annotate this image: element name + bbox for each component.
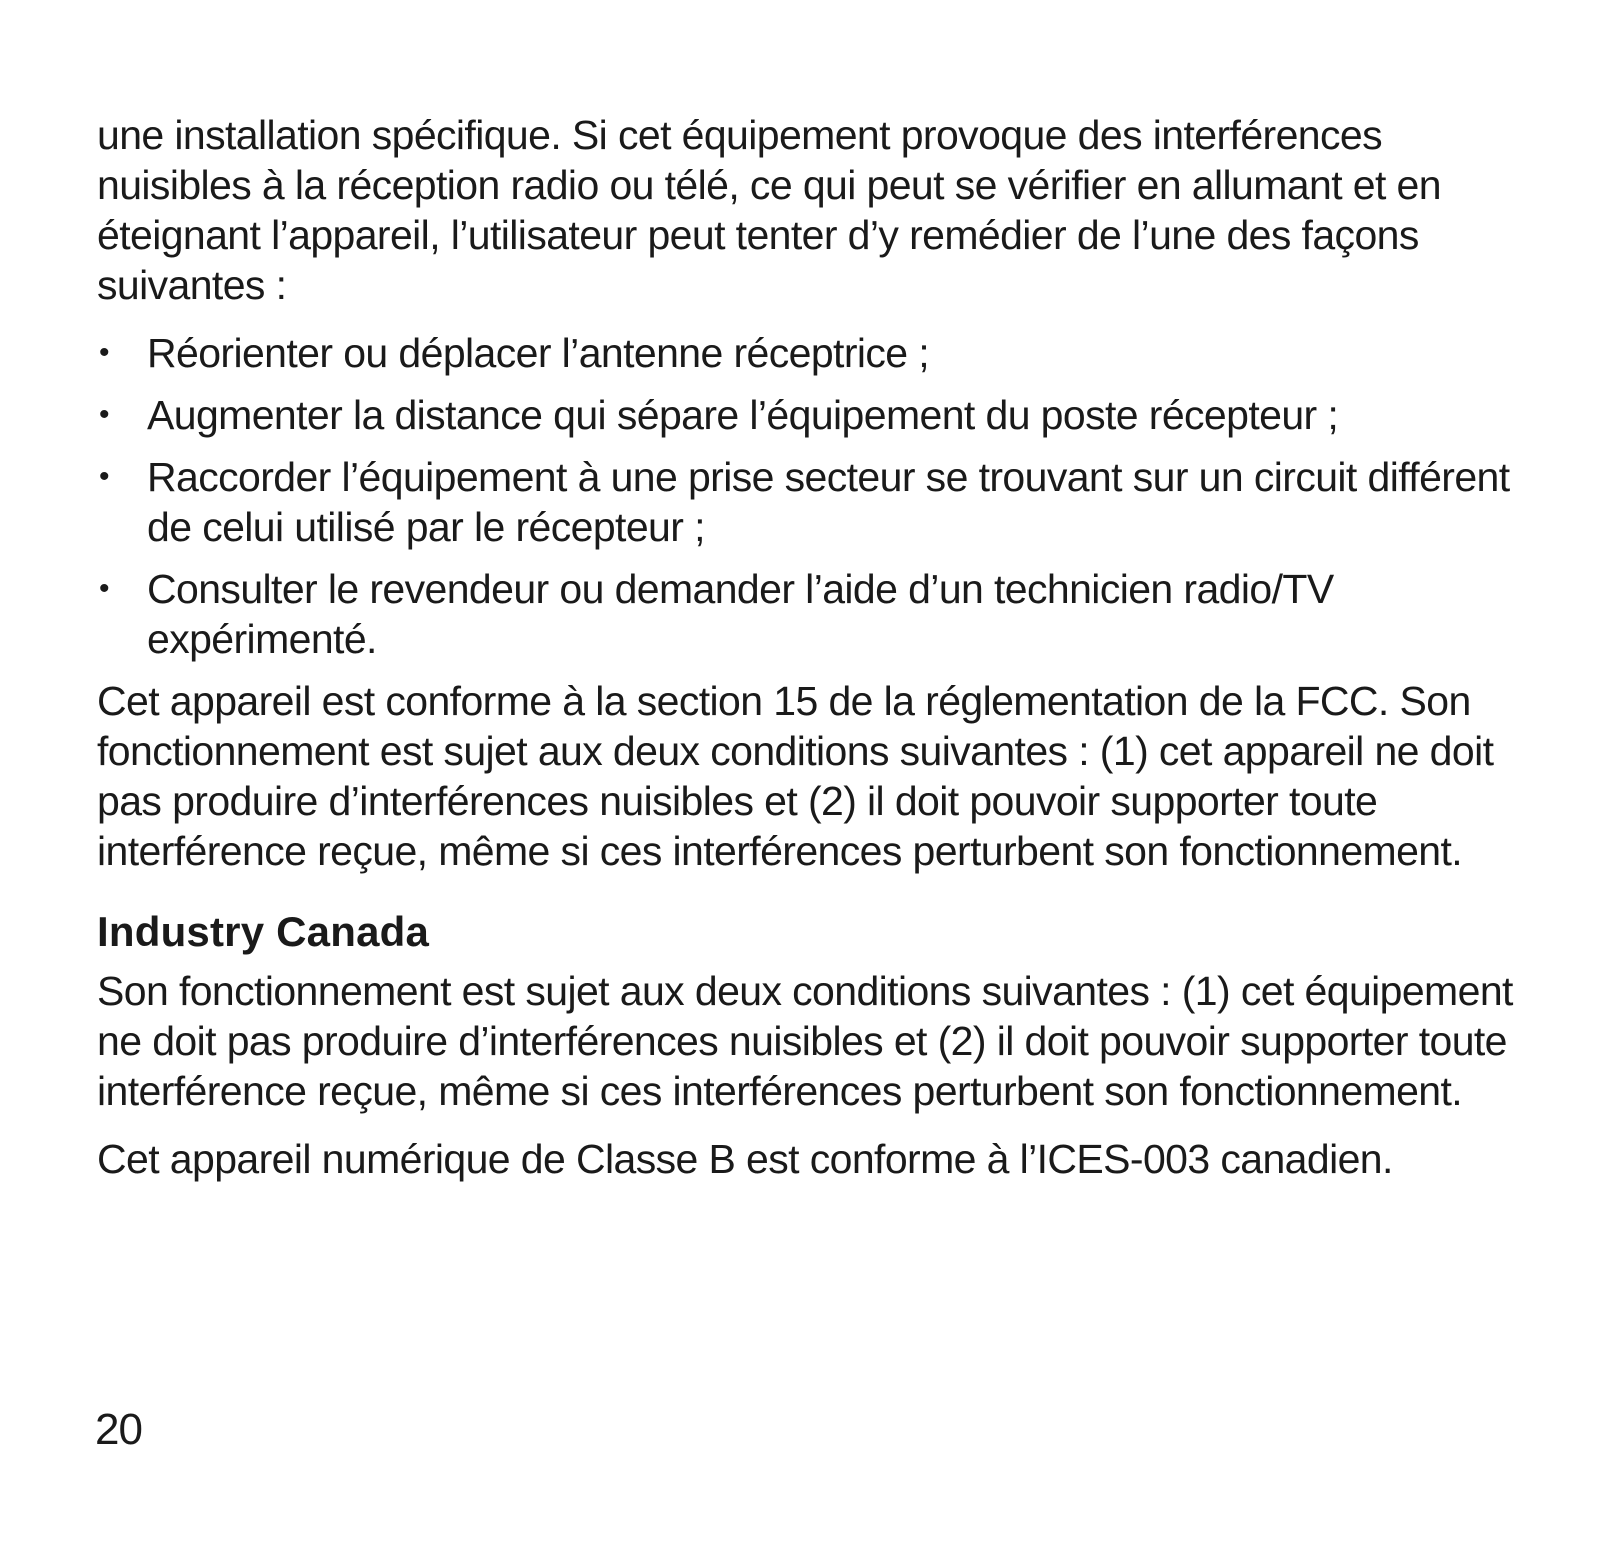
list-item-text: Augmenter la distance qui sépare l’équipement du poste récepteur ; [147,392,1339,438]
fcc-compliance-paragraph: Cet appareil est conforme à la section 15 de la réglementation de la FCC. Son fonctionnement est sujet aux deux conditions suivantes : (1) cet appareil ne doit pas produire d’interférences nuisibles et (2) il doit pouvoir supporter toute interférence reçue, même si ces interférences perturbent son fonctionnement. [97,678,1494,874]
list-item-text: Raccorder l’équipement à une prise secteur se trouvant sur un circuit différent de celui utilisé par le récepteur ; [147,454,1510,550]
bullet-icon: • [99,460,109,493]
intro-paragraph: une installation spécifique. Si cet équipement provoque des interférences nuisibles à la réception radio ou télé, ce qui peut se vérifier en allumant et en éteignant l’appareil, l’utilisateur peut tenter d’y remédier de l’une des façons suivantes : [97,112,1441,308]
remedy-list [97,328,1517,664]
document-page [97,110,1517,1184]
list-item-text: Consulter le revendeur ou demander l’aide d’un technicien radio/TV expérimenté. [147,566,1334,662]
list-item [97,564,1517,664]
list-item-text: Réorienter ou déplacer l’antenne réceptrice ; [147,330,930,376]
list-item [97,452,1517,552]
list-item [97,390,1517,440]
page-number: 20 [95,1405,142,1454]
bullet-icon: • [99,336,109,369]
industry-canada-paragraph-1: Son fonctionnement est sujet aux deux conditions suivantes : (1) cet équipement ne doit pas produire d’interférences nuisibles et (2) il doit pouvoir supporter toute interférence reçue, même si ces interférences perturbent son fonctionnement. [97,968,1513,1114]
bullet-icon: • [99,572,109,605]
section-heading-industry-canada: Industry Canada [97,908,430,955]
list-item [97,328,1517,378]
industry-canada-paragraph-2: Cet appareil numérique de Classe B est conforme à l’ICES-003 canadien. [97,1136,1393,1182]
bullet-icon: • [99,398,109,431]
